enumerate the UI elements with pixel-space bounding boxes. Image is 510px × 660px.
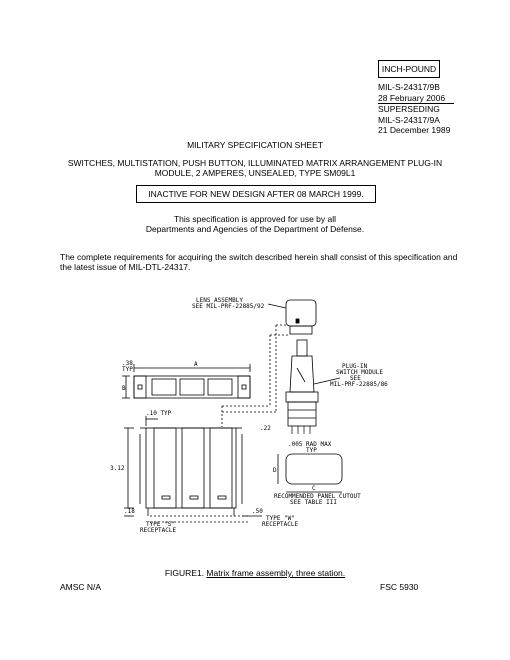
inch-pound-label: INCH-POUND [378, 60, 440, 78]
dim-18: .18 [124, 508, 135, 515]
plugin-label-3: SEE [350, 375, 361, 382]
figure-caption [0, 568, 510, 578]
superseding-label: SUPERSEDING [378, 104, 440, 114]
figure-caption-text: Matrix frame assembly, three station. [206, 568, 346, 578]
lens-leader [268, 304, 286, 308]
dim-312: 3.12 [110, 465, 125, 472]
panel-label-1: RECOMMENDED PANEL CUTOUT [274, 493, 361, 500]
type-w-label-2: RECEPTACLE [262, 521, 299, 528]
fsc-code: FSC 5930 [380, 582, 419, 592]
rad-label-1: .005 RAD MAX [288, 441, 332, 448]
dim-b: B [122, 385, 126, 392]
plugin-label-4: MIL-PRF-22885/86 [330, 381, 388, 388]
document-date: 28 February 2006 [378, 93, 454, 105]
dim-22: .22 [260, 425, 271, 432]
panel-label-2: SEE TABLE III [290, 499, 337, 506]
frame-front-view [124, 416, 262, 516]
type-w-label-1: TYPE "W" [266, 515, 295, 522]
sheet-title: MILITARY SPECIFICATION SHEET [187, 140, 323, 150]
requirements-line-2: the latest issue of MIL-DTL-24317. [60, 262, 191, 272]
lens-assembly [286, 300, 316, 334]
plug-in-switch-module [286, 340, 318, 434]
type-s-label-1: TYPE "S" [146, 521, 175, 528]
superseded-date: 21 December 1989 [378, 125, 451, 135]
dim-38: .38 [122, 360, 133, 367]
dim-c: C [312, 485, 316, 492]
panel-cutout [278, 454, 342, 492]
approval-statement [60, 214, 450, 234]
lens-label-1: LENS ASSEMBLY [196, 297, 243, 304]
dim-typ: TYP [122, 366, 133, 373]
title-block [40, 158, 470, 178]
frame-top-view [122, 364, 250, 398]
title-line-1: SWITCHES, MULTISTATION, PUSH BUTTON, ILLUMINATED MATRIX ARRANGEMENT PLUG-IN [67, 158, 443, 168]
matrix-frame-drawing [110, 292, 400, 532]
plugin-label-1: PLUG-IN [342, 363, 368, 370]
requirements-statement [60, 252, 460, 272]
inactive-notice: INACTIVE FOR NEW DESIGN AFTER 08 MARCH 1999. [136, 185, 376, 203]
document-identifier-block [378, 82, 454, 136]
approval-line-2: Departments and Agencies of the Department of Defense. [145, 224, 365, 234]
requirements-line-1: The complete requirements for acquiring the switch described herein shall consist of this specification and [60, 252, 458, 262]
dim-50: .50 [252, 508, 263, 515]
figure-caption-prefix: FIGURE1. [164, 568, 207, 578]
lens-label-2: SEE MIL-PRF-22885/92 [192, 303, 265, 310]
type-s-label-2: RECEPTACLE [140, 527, 177, 532]
plugin-label-2: SWITCH MODULE [336, 369, 383, 376]
document-id: MIL-S-24317/9B [378, 82, 440, 92]
superseded-id: MIL-S-24317/9A [378, 114, 440, 125]
amsc-code: AMSC N/A [60, 582, 102, 592]
dim-a: A [194, 361, 198, 368]
rad-label-2: TYP [306, 447, 317, 454]
title-line-2: MODULE, 2 AMPERES, UNSEALED, TYPE SM09L1 [154, 168, 356, 178]
dim-d: D [273, 467, 277, 474]
approval-line-1: This specification is approved for use by all [173, 214, 337, 224]
dim-10-typ: .10 TYP [146, 410, 172, 417]
alignment-lines [150, 325, 290, 522]
